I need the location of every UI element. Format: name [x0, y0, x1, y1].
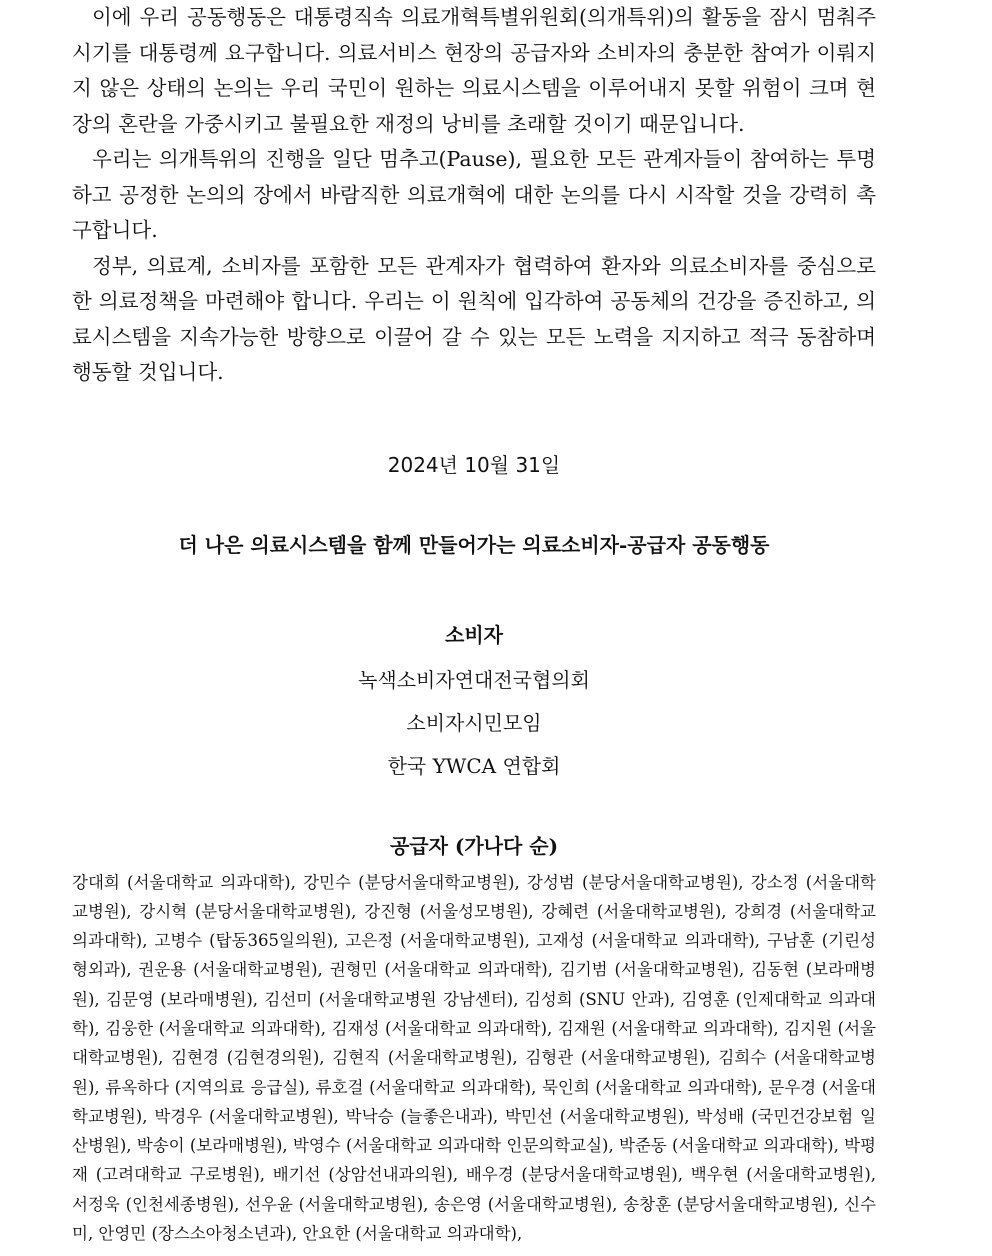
statement-paragraph-1: 이에 우리 공동행동은 대통령직속 의료개혁특별위원회(의개특위)의 활동을 잠시 멈춰주시기를 대통령께 요구합니다. 의료서비스 현장의 공급자와 소비자의 충분한 참여가 이뤄지지 않은 상태의 논의는 우리 국민이 원하는 의료시스템을 이루어내지 못할 위험이 크며 현장의 혼란을 가중시키고 불필요한 재정의 낭비를 초래할 것이기 때문입니다.	[72, 5, 876, 136]
consumer-item: 소비자시민모임	[406, 710, 542, 735]
statement-paragraph-3: 정부, 의료계, 소비자를 포함한 모든 관계자가 협력하여 환자와 의료소비자를 중심으로 한 의료정책을 마련해야 합니다. 우리는 이 원칙에 입각하여 공동체의 건강을 증진하고, 의료시스템을 지속가능한 방향으로 이끌어 갈 수 있는 모든 노력을 지지하고 적극 동참하며 행동할 것입니다.	[72, 253, 876, 384]
statement-body	[72, 0, 876, 391]
consumers-list	[72, 659, 876, 788]
organization-title: 더 나은 의료시스템을 함께 만들어가는 의료소비자-공급자 공동행동	[178, 532, 770, 557]
consumers-heading: 소비자	[445, 622, 503, 647]
statement-paragraph-2: 우리는 의개특위의 진행을 일단 멈추고(Pause), 필요한 모든 관계자들이 참여하는 투명하고 공정한 논의의 장에서 바람직한 의료개혁에 대한 논의를 다시 시작할 것을 강력히 촉구합니다.	[72, 147, 876, 242]
suppliers-heading: 공급자 (가나다 순)	[389, 833, 559, 858]
consumer-item: 녹색소비자연대전국협의회	[358, 667, 590, 692]
consumer-item: 한국 YWCA 연합회	[387, 753, 561, 778]
statement-date: 2024년 10월 31일	[387, 452, 561, 477]
document-page	[72, 0, 876, 1248]
suppliers-list-text: 강대희 (서울대학교 의과대학), 강민수 (분당서울대학교병원), 강성범 (분당서울대학교병원), 강소정 (서울대학교병원), 강시혁 (분당서울대학교병원), 강진형 (서울성모병원), 강혜련 (서울대학교병원), 강희경 (서울대학교 의과대학), 고병수 (탑동365일의원), 고은정 (서울대학교병원), 고재성 (서울대학교 의과대학), 구남훈 (기린성형외과), 권운용 (서울대학교병원), 권형민 (서울대학교 의과대학), 김기범 (서울대학교병원), 김동현 (보라매병원), 김문영 (보라매병원), 김선미 (서울대학교병원 강남센터), 김성희 (SNU 안과), 김영훈 (인제대학교 의과대학), 김웅한 (서울대학교 의과대학), 김재성 (서울대학교 의과대학), 김재원 (서울대학교 의과대학), 김지원 (서울대학교병원), 김현경 (김현경의원), 김현직 (서울대학교병원), 김형관 (서울대학교병원), 김희수 (서울대학교병원), 류옥하다 (지역의료 응급실), 류호걸 (서울대학교 의과대학), 묵인희 (서울대학교 의과대학), 문우경 (서울대학교병원), 박경우 (서울대학교병원), 박낙승 (늘좋은내과), 박민선 (서울대학교병원), 박성배 (국민건강보험 일산병원), 박송이 (보라매병원), 박영수 (서울대학교 의과대학 인문의학교실), 박준동 (서울대학교 의과대학), 박평재 (고려대학교 구로병원), 배기선 (상암선내과의원), 배우경 (분당서울대학교병원), 백우현 (서울대학교병원), 서정욱 (인천세종병원), 선우윤 (서울대학교병원), 송은영 (서울대학교병원), 송창훈 (분당서울대학교병원), 신수미, 안영민 (장스소아청소년과), 안요한 (서울대학교 의과대학),	[72, 872, 876, 1244]
